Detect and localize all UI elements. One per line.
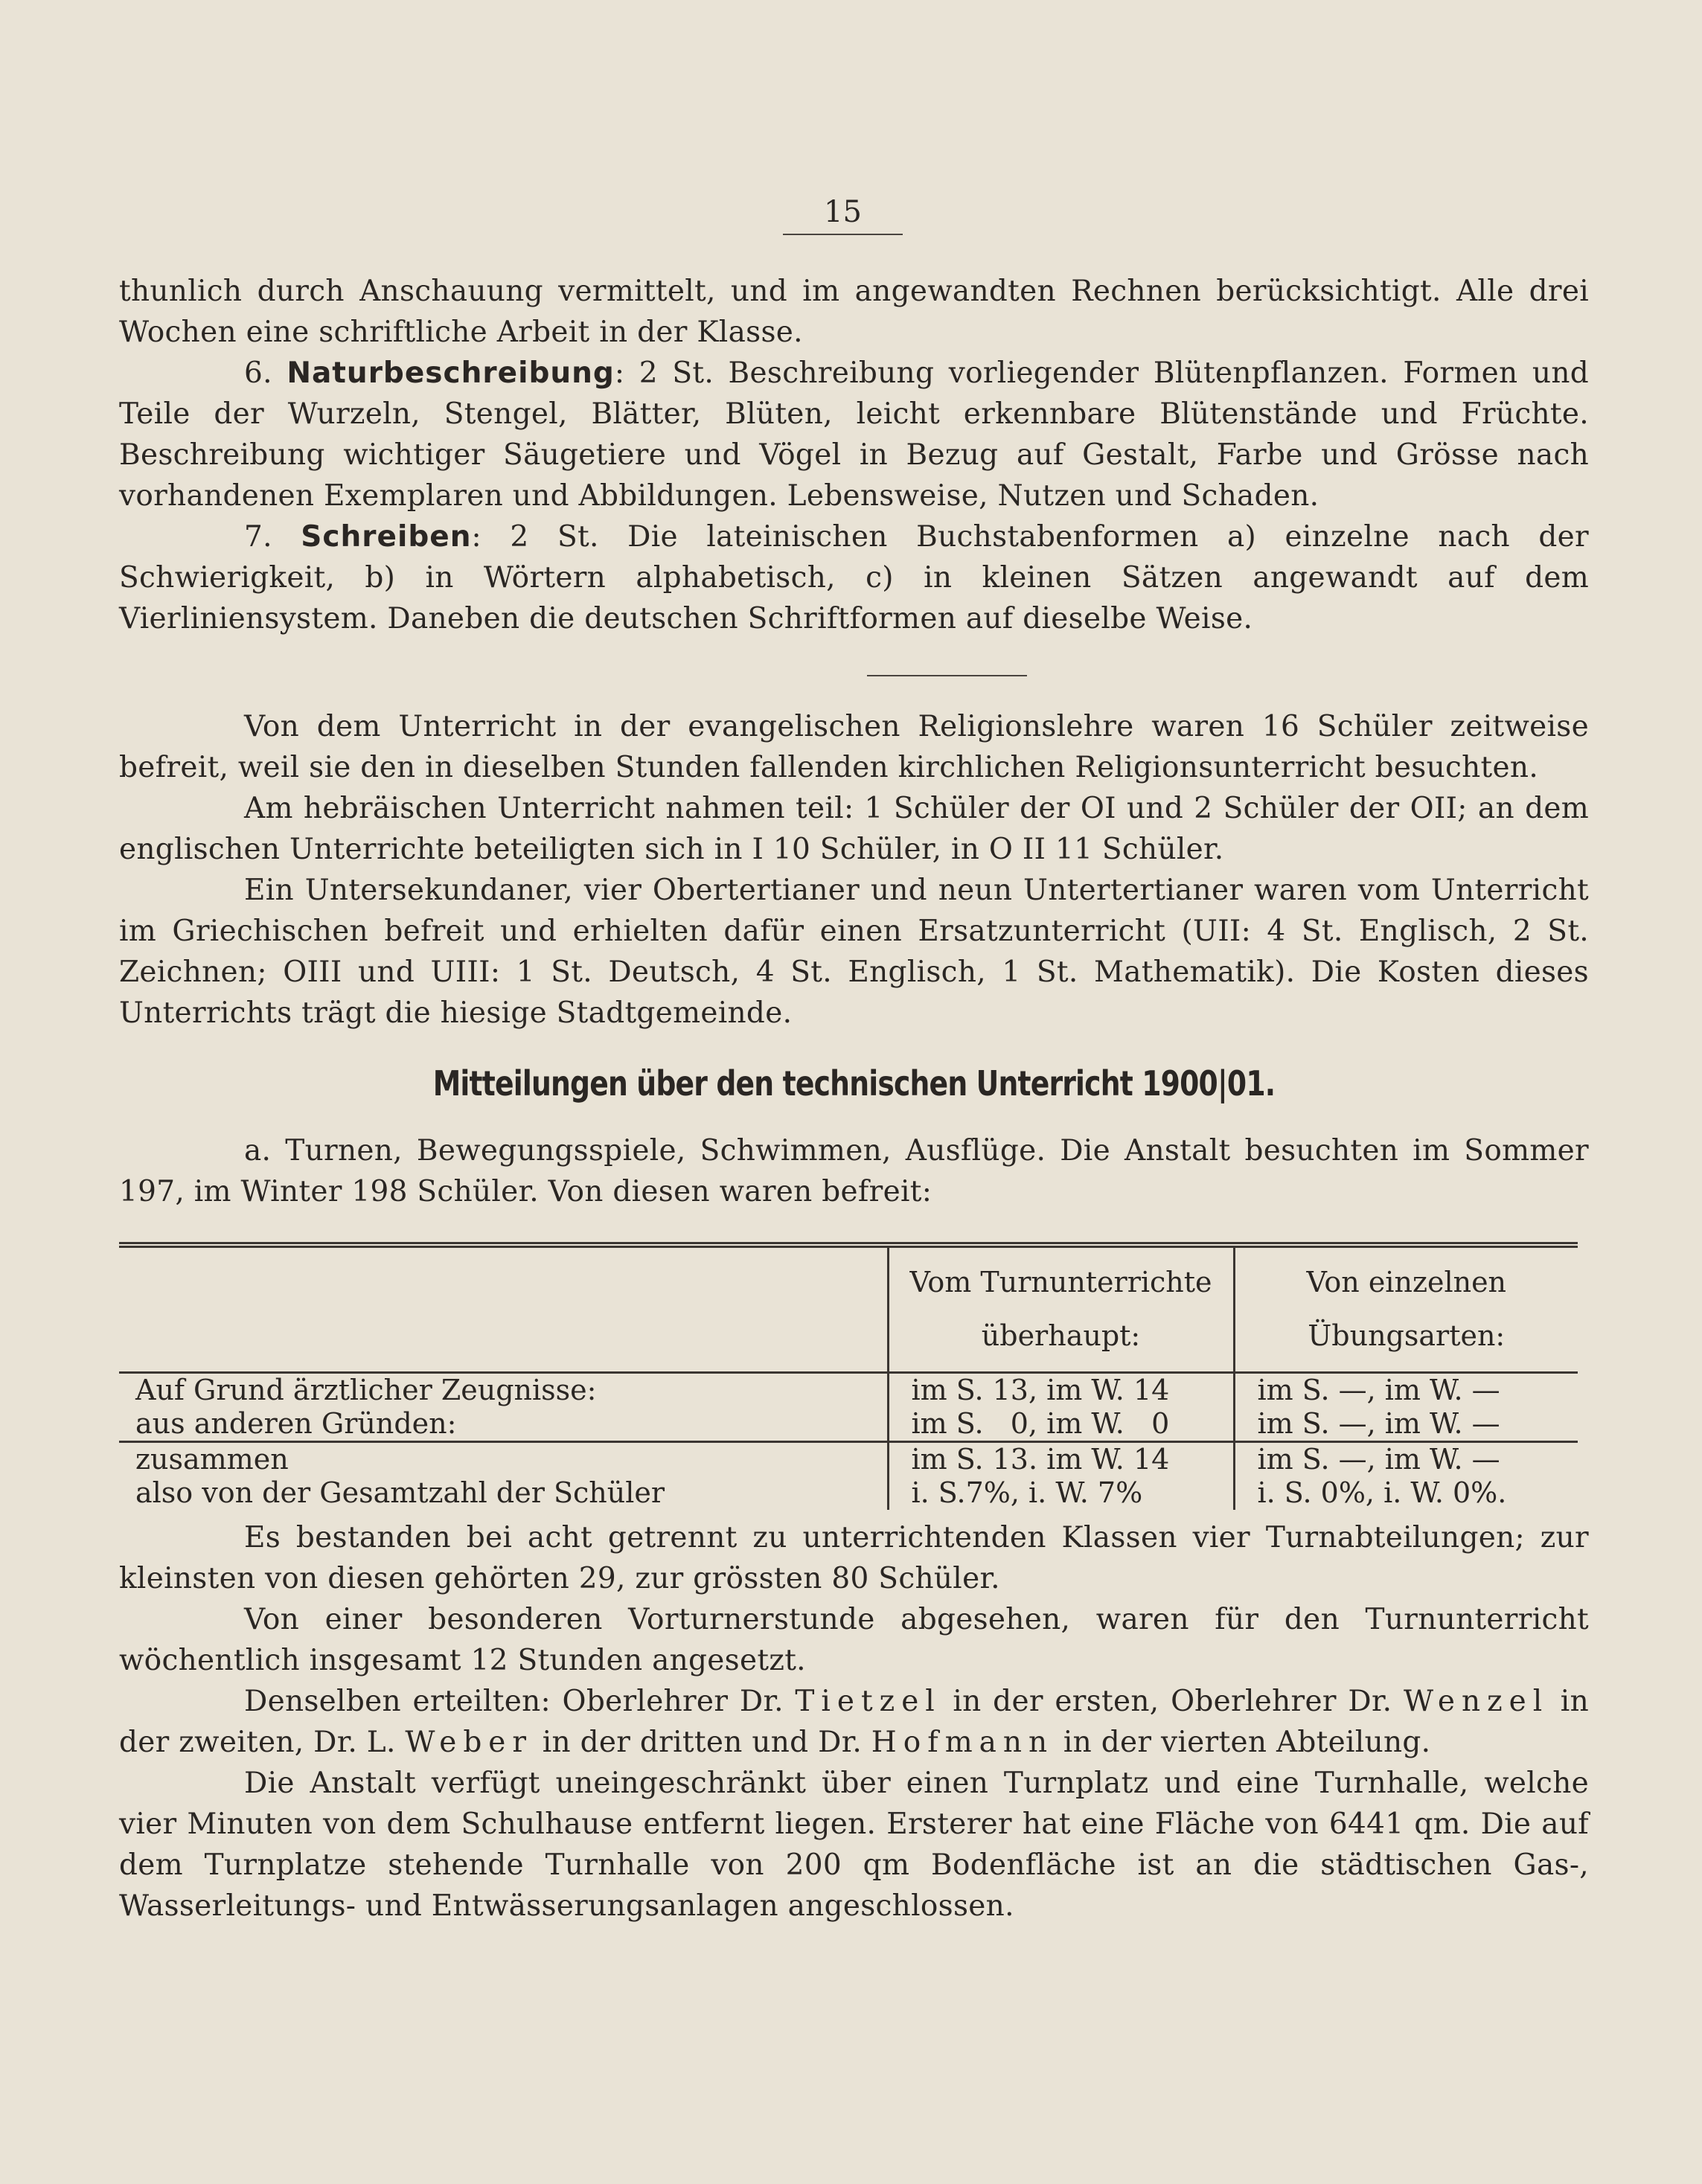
teacher-name: Weber: [405, 1726, 534, 1759]
row-value-partial: im S. —, im W. —: [1234, 1442, 1578, 1477]
paragraph-greek: Ein Untersekundaner, vier Obertertianer und neun Untertertianer waren vom Unterricht im Griechischen befreit und erhielten dafür einen Ersatzunterricht (UII: 4 St. Englisch, 2 St. Zeichnen; OIII und UIII: 1 St. Deutsch, 4 St. Englisch, 1 St. Mathematik). Die Kosten dieses Unterrichts trägt die hiesige Stadtgemeinde.: [119, 874, 1589, 1030]
text-fragment: Denselben erteilten: Oberlehrer Dr.: [244, 1685, 796, 1718]
header-uebungsarten: Von einzelnen Übungsarten:: [1234, 1248, 1578, 1373]
row-label: Auf Grund ärztlicher Zeugnisse:: [119, 1373, 888, 1408]
text-fragment: in der ersten, Oberlehrer Dr.: [941, 1685, 1404, 1718]
page-header: [97, 195, 1589, 235]
row-value-partial: i. S. 0%, i. W. 0%.: [1234, 1476, 1578, 1510]
row-value-overall: im S. 13, im W. 14: [888, 1373, 1234, 1408]
paragraph-religion: Von dem Unterricht in der evangelischen Religionslehre waren 16 Schüler zeitweise befreit, weil sie den in dieselben Stunden fallenden kirchlichen Religionsunterricht besuchten.: [119, 710, 1589, 784]
paragraph-schreiben: [119, 516, 1589, 639]
paragraph-naturbeschreibung: [119, 353, 1589, 516]
table-row: [119, 1373, 1578, 1408]
subject-heading: Schreiben: [301, 520, 472, 554]
paragraph-lehrer: [119, 1681, 1589, 1763]
table-header-row: [119, 1248, 1578, 1373]
section-title: Mitteilungen über den technischen Unterricht 1900|01.: [432, 1063, 1276, 1104]
header-empty-cell: [119, 1248, 888, 1373]
paragraph-abteilungen: Es bestanden bei acht getrennt zu unterrichtenden Klassen vier Turnabteilungen; zur kleinsten von diesen gehörten 29, zur grössten 80 Schüler.: [119, 1521, 1589, 1595]
row-label: also von der Gesamtzahl der Schüler: [135, 1476, 665, 1509]
row-label: zusammen: [119, 1442, 888, 1477]
row-value-overall: im S. 13. im W. 14: [888, 1442, 1234, 1477]
paragraph-hebrew: Am hebräischen Unterricht nahmen teil: 1 Schüler der OI und 2 Schüler der OII; an dem englischen Unterrichte beteiligten sich in I 10 Schüler, in O II 11 Schüler.: [119, 792, 1589, 866]
document-page: [119, 195, 1589, 1927]
text-fragment: in der zweiten, Dr. L.: [119, 1685, 1589, 1759]
paragraph-vorturner: Von einer besonderen Vorturnerstunde abgesehen, waren für den Turnunterricht wöchentlich insgesamt 12 Stunden angesetzt.: [119, 1603, 1589, 1677]
paragraph-arithmetic: thunlich durch Anschauung vermittelt, und im angewandten Rechnen berücksichtigt. Alle drei Wochen eine schriftliche Arbeit in der Klasse.: [119, 275, 1589, 349]
item-text: : 2 St. Beschreibung vorliegender Blütenpflanzen. Formen und Teile der Wurzeln, Stengel, Blätter, Blüten, leicht erkennbare Blütenstände und Früchte. Beschreibung wichtiger Säugetiere und Vögel in Bezug auf Gestalt, Farbe und Grösse nach vorhandenen Exemplaren und Abbildungen. Lebensweise, Nutzen und Schaden.: [119, 356, 1590, 513]
subject-heading: Naturbeschreibung: [287, 356, 615, 390]
item-text: : 2 St. Die lateinischen Buchstabenformen a) einzelne nach der Schwierigkeit, b) in Wörtern alphabetisch, c) in kleinen Sätzen angewandt auf dem Vierliniensystem. Daneben die deutschen Schriftformen auf dieselbe Weise.: [119, 520, 1589, 635]
table-row: [119, 1407, 1578, 1442]
header-turnunterricht: Vom Turnunterrichte überhaupt:: [888, 1248, 1234, 1373]
table-row: [119, 1476, 1578, 1510]
row-value-overall: im S. 0, im W. 0: [888, 1407, 1234, 1442]
teacher-name: Wenzel: [1403, 1685, 1549, 1718]
exemption-table: [119, 1242, 1578, 1510]
row-value-partial: im S. —, im W. —: [1234, 1373, 1578, 1408]
paragraph-turnplatz: Die Anstalt verfügt uneingeschränkt über einen Turnplatz und eine Turnhalle, welche vier Minuten von dem Schulhause entfernt liegen. Ersterer hat eine Fläche von 6441 qm. Die auf dem Turnplatze stehende Turnhalle von 200 qm Bodenfläche ist an die städtischen Gas-, Wasserleitungs- und Entwässerungsanlagen angeschlossen.: [119, 1767, 1589, 1923]
table-row: [119, 1442, 1578, 1477]
paragraph-turnen: a. Turnen, Bewegungsspiele, Schwimmen, Ausflüge. Die Anstalt besuchten im Sommer 197, im Winter 198 Schüler. Von diesen waren befreit:: [119, 1134, 1589, 1208]
teacher-name: Hofmann: [871, 1726, 1055, 1759]
row-value-overall: i. S.7%, i. W. 7%: [888, 1476, 1234, 1510]
text-fragment: in der dritten und Dr.: [533, 1726, 871, 1759]
item-number: 7.: [244, 520, 272, 554]
text-fragment: in der vierten Abteilung.: [1054, 1726, 1431, 1759]
row-label: aus anderen Gründen:: [135, 1407, 457, 1440]
row-value-partial: im S. —, im W. —: [1234, 1407, 1578, 1442]
separator-rule: [867, 675, 1027, 676]
teacher-name: Tietzel: [795, 1685, 941, 1718]
item-number: 6.: [244, 356, 272, 390]
page-number: 15: [783, 195, 903, 235]
